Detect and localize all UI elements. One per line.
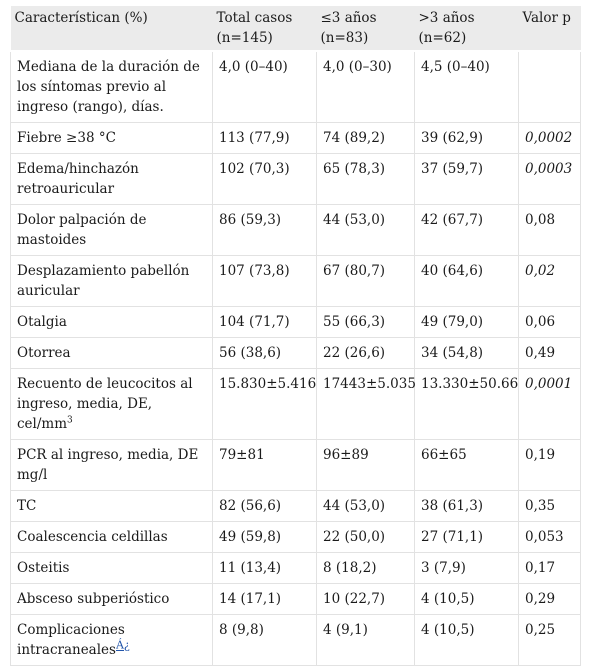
cell-p-value-text: 0,19 — [525, 447, 556, 463]
cell-characteristic — [11, 615, 213, 666]
header-gt3: >3 años (n=62) — [415, 6, 519, 51]
cell-le3-text: 10 (22,7) — [323, 591, 386, 607]
header-characteristic: Característican (%) — [11, 6, 213, 51]
cell-p-value — [519, 522, 581, 553]
cell-p-value — [519, 154, 581, 205]
cell-characteristic-text: Fiebre ≥38 °C — [17, 130, 116, 146]
cell-le3 — [317, 615, 415, 666]
cell-le3 — [317, 307, 415, 338]
cell-gt3-text: 4 (10,5) — [421, 622, 475, 638]
cell-le3-text: 22 (50,0) — [323, 529, 386, 545]
cell-total — [213, 338, 317, 369]
cell-gt3 — [415, 553, 519, 584]
cell-le3-text: 74 (89,2) — [323, 130, 386, 146]
cell-gt3 — [415, 491, 519, 522]
cell-le3-text: 22 (26,6) — [323, 345, 386, 361]
cell-total-text: 102 (70,3) — [219, 161, 290, 177]
cell-characteristic-text: TC — [17, 498, 37, 514]
cell-p-value — [519, 123, 581, 154]
cell-p-value-text: 0,0001 — [525, 376, 573, 392]
cell-total — [213, 51, 317, 123]
cell-le3 — [317, 256, 415, 307]
cell-gt3 — [415, 205, 519, 256]
cell-gt3 — [415, 522, 519, 553]
cell-p-value — [519, 491, 581, 522]
cell-le3-text: 65 (78,3) — [323, 161, 386, 177]
cell-total-text: 113 (77,9) — [219, 130, 290, 146]
cell-le3 — [317, 123, 415, 154]
cell-gt3 — [415, 154, 519, 205]
header-p-value: Valor p — [519, 6, 581, 51]
cell-total — [213, 205, 317, 256]
cell-p-value-text: 0,35 — [525, 498, 556, 514]
cell-gt3-text: 27 (71,1) — [421, 529, 484, 545]
table-row — [11, 491, 581, 522]
cell-p-value-text: 0,25 — [525, 622, 556, 638]
cell-gt3-text: 40 (64,6) — [421, 263, 484, 279]
cell-characteristic-text: Mediana de la duración de los síntomas previo al ingreso (rango), días. — [17, 59, 200, 115]
cell-gt3 — [415, 440, 519, 491]
cell-total-text: 82 (56,6) — [219, 498, 282, 514]
cell-le3 — [317, 553, 415, 584]
cell-gt3-text: 13.330±50.66 — [421, 376, 519, 392]
cell-p-value-text: 0,053 — [525, 529, 564, 545]
cell-gt3-text: 38 (61,3) — [421, 498, 484, 514]
cell-characteristic-text: Complicaciones intracraneales — [17, 622, 125, 658]
cell-characteristic-text: Recuento de leucocitos al ingreso, media, DE, cel/mm — [17, 376, 193, 432]
footnote-link[interactable]: Á¿ — [115, 638, 130, 652]
cell-p-value — [519, 205, 581, 256]
header-le3: ≤3 años (n=83) — [317, 6, 415, 51]
cell-le3 — [317, 584, 415, 615]
cell-characteristic-text: PCR al ingreso, media, DE mg/l — [17, 447, 199, 483]
cell-gt3-text: 66±65 — [421, 447, 467, 463]
cell-gt3-text: 37 (59,7) — [421, 161, 484, 177]
cell-total-text: 11 (13,4) — [219, 560, 282, 576]
cell-p-value-text: 0,29 — [525, 591, 556, 607]
cell-characteristic-text: Otalgia — [17, 314, 67, 330]
cell-characteristic-text: Otorrea — [17, 345, 71, 361]
cell-total — [213, 584, 317, 615]
cell-le3-text: 44 (53,0) — [323, 498, 386, 514]
cell-p-value — [519, 553, 581, 584]
cell-gt3 — [415, 369, 519, 440]
table-container — [10, 0, 580, 666]
cell-p-value-text: 0,02 — [525, 263, 556, 279]
cell-le3 — [317, 205, 415, 256]
cell-le3 — [317, 51, 415, 123]
cell-total-text: 4,0 (0–40) — [219, 59, 288, 75]
cell-p-value-text: 0,0002 — [525, 130, 573, 146]
cell-total — [213, 522, 317, 553]
cell-characteristic-text: Dolor palpación de mastoides — [17, 212, 147, 248]
table-row — [11, 338, 581, 369]
table-body — [11, 51, 581, 666]
cell-gt3 — [415, 307, 519, 338]
cell-le3 — [317, 338, 415, 369]
cell-p-value-text: 0,0003 — [525, 161, 573, 177]
table-row — [11, 205, 581, 256]
cell-le3 — [317, 522, 415, 553]
cell-total — [213, 256, 317, 307]
cell-le3 — [317, 154, 415, 205]
cell-gt3 — [415, 584, 519, 615]
cell-characteristic-text: Absceso subperióstico — [17, 591, 170, 607]
cell-characteristic — [11, 51, 213, 123]
cell-p-value-text: 0,49 — [525, 345, 556, 361]
table-header — [11, 6, 581, 51]
cell-total-text: 49 (59,8) — [219, 529, 282, 545]
cell-total — [213, 553, 317, 584]
cell-p-value — [519, 338, 581, 369]
cell-total-text: 14 (17,1) — [219, 591, 282, 607]
table-row — [11, 522, 581, 553]
cell-gt3 — [415, 338, 519, 369]
table-row — [11, 615, 581, 666]
cell-characteristic — [11, 553, 213, 584]
table-row — [11, 307, 581, 338]
table-row — [11, 123, 581, 154]
cell-characteristic — [11, 307, 213, 338]
cell-characteristic — [11, 256, 213, 307]
cell-p-value — [519, 369, 581, 440]
cell-total — [213, 123, 317, 154]
cell-gt3-text: 34 (54,8) — [421, 345, 484, 361]
table-row — [11, 256, 581, 307]
cell-characteristic — [11, 440, 213, 491]
table-row — [11, 369, 581, 440]
superscript: 3 — [67, 415, 73, 426]
cell-le3-text: 44 (53,0) — [323, 212, 386, 228]
cell-characteristic-text: Coalescencia celdillas — [17, 529, 168, 545]
cell-total-text: 86 (59,3) — [219, 212, 282, 228]
cell-characteristic — [11, 522, 213, 553]
cell-p-value-text: 0,08 — [525, 212, 556, 228]
cell-p-value — [519, 51, 581, 123]
table-row — [11, 154, 581, 205]
cell-total — [213, 307, 317, 338]
cell-p-value — [519, 584, 581, 615]
cell-total — [213, 369, 317, 440]
cell-characteristic — [11, 154, 213, 205]
cell-p-value — [519, 307, 581, 338]
cell-le3-text: 17443±5.035 — [323, 376, 416, 392]
table-row — [11, 51, 581, 123]
table-row — [11, 440, 581, 491]
cell-total-text: 8 (9,8) — [219, 622, 264, 638]
cell-gt3-text: 39 (62,9) — [421, 130, 484, 146]
cell-characteristic — [11, 369, 213, 440]
cell-le3-text: 4 (9,1) — [323, 622, 368, 638]
header-total: Total casos (n=145) — [213, 6, 317, 51]
cell-total — [213, 491, 317, 522]
cell-le3 — [317, 491, 415, 522]
cell-gt3 — [415, 615, 519, 666]
cell-le3-text: 4,0 (0–30) — [323, 59, 392, 75]
cell-p-value — [519, 615, 581, 666]
cell-gt3 — [415, 123, 519, 154]
cell-p-value — [519, 440, 581, 491]
cell-gt3-text: 3 (7,9) — [421, 560, 466, 576]
cell-le3-text: 96±89 — [323, 447, 369, 463]
cell-le3 — [317, 440, 415, 491]
cell-characteristic — [11, 338, 213, 369]
cell-characteristic-text: Osteitis — [17, 560, 70, 576]
cell-gt3 — [415, 51, 519, 123]
cell-total-text: 104 (71,7) — [219, 314, 290, 330]
cell-total — [213, 615, 317, 666]
cell-characteristic-text: Edema/hinchazón retroauricular — [17, 161, 139, 197]
cell-total — [213, 154, 317, 205]
header-row — [11, 6, 581, 51]
cell-total-text: 15.830±5.416 — [219, 376, 317, 392]
cell-gt3-text: 4 (10,5) — [421, 591, 475, 607]
cell-characteristic — [11, 123, 213, 154]
cell-p-value — [519, 256, 581, 307]
cell-total-text: 56 (38,6) — [219, 345, 282, 361]
cell-characteristic — [11, 584, 213, 615]
cell-p-value-text: 0,06 — [525, 314, 556, 330]
table-row — [11, 584, 581, 615]
cell-gt3-text: 42 (67,7) — [421, 212, 484, 228]
cell-total-text: 107 (73,8) — [219, 263, 290, 279]
cell-p-value-text: 0,17 — [525, 560, 556, 576]
cell-gt3 — [415, 256, 519, 307]
cell-le3-text: 55 (66,3) — [323, 314, 386, 330]
cell-le3-text: 8 (18,2) — [323, 560, 377, 576]
cell-characteristic — [11, 491, 213, 522]
cell-gt3-text: 4,5 (0–40) — [421, 59, 490, 75]
cell-le3-text: 67 (80,7) — [323, 263, 386, 279]
cell-le3 — [317, 369, 415, 440]
cell-total-text: 79±81 — [219, 447, 265, 463]
cell-characteristic-text: Desplazamiento pabellón auricular — [17, 263, 190, 299]
characteristics-table — [10, 6, 581, 666]
cell-characteristic — [11, 205, 213, 256]
cell-gt3-text: 49 (79,0) — [421, 314, 484, 330]
table-row — [11, 553, 581, 584]
cell-total — [213, 440, 317, 491]
